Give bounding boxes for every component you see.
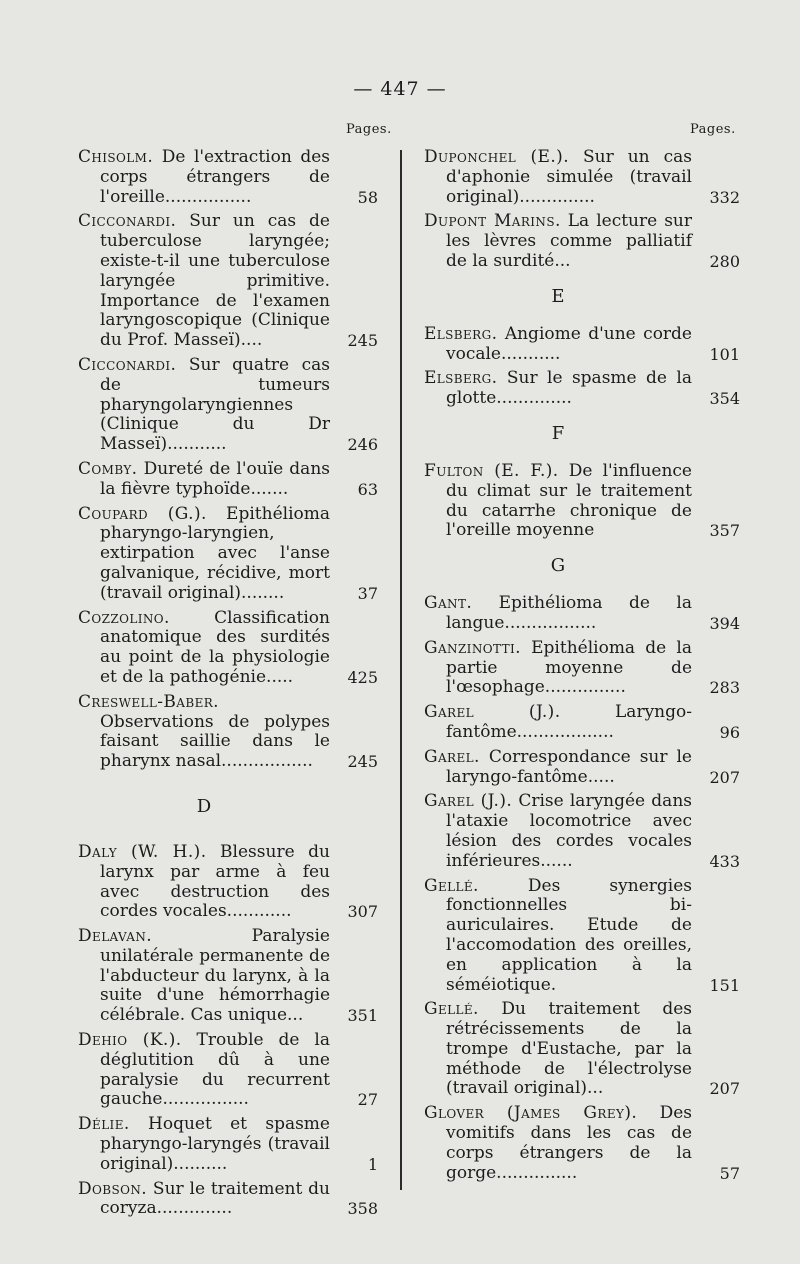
entry-title: Correspondance sur le laryngo-fantôme.....	[446, 746, 692, 787]
entry-text	[78, 505, 330, 604]
index-entry	[78, 609, 378, 688]
column-divider	[400, 150, 402, 1190]
entry-author: Coupard (G.).	[78, 503, 207, 524]
entry-author: Cicconardi.	[78, 211, 177, 232]
index-entry	[78, 1180, 378, 1220]
left-pages-label: Pages.	[346, 122, 392, 137]
entry-author: Fulton (E. F.).	[424, 460, 559, 481]
entry-text	[424, 1000, 692, 1099]
entry-title: Sur quatre cas de tumeurs pharyngolaryngiennes (Clinique du Dr Masseï)...........	[100, 354, 330, 455]
entry-page-number: 1	[367, 1154, 378, 1174]
entry-author: Gellé.	[424, 875, 479, 896]
entry-author: Duponchel (E.).	[424, 147, 570, 167]
entry-title: Blessure du larynx par arme à feu avec destruction des cordes vocales............	[100, 841, 331, 922]
entry-page-number: 433	[709, 851, 740, 871]
entry-text	[78, 927, 330, 1026]
index-entry	[424, 325, 740, 365]
entry-title: De l'influence du climat sur le traitement du catarrhe chronique de l'oreille moyenne	[446, 460, 692, 541]
entry-text	[78, 1115, 330, 1174]
entry-page-number: 425	[347, 667, 378, 687]
entry-page-number: 207	[709, 1079, 740, 1099]
index-entry	[78, 927, 378, 1026]
entry-text	[424, 325, 692, 365]
entry-author: Garel (J.).	[424, 791, 513, 812]
entry-text	[424, 877, 692, 996]
entry-author: Dobson.	[78, 1178, 148, 1199]
entry-title: Dureté de l'ouïe dans la fièvre typhoïde.......	[100, 458, 330, 499]
entry-text	[424, 148, 692, 207]
entry-page-number: 245	[347, 331, 378, 351]
entry-title: Des vomitifs dans les cas de corps étrangers de la gorge...............	[446, 1103, 692, 1183]
entry-title: Sur un cas d'aphonie simulée (travail original)..............	[446, 147, 692, 207]
entry-text	[424, 1104, 692, 1183]
section-letter: D	[196, 795, 212, 817]
entry-page-number: 332	[709, 187, 740, 207]
index-entry	[424, 639, 740, 698]
section-letter: G	[550, 555, 566, 577]
entry-author: Dupont Marins.	[424, 211, 561, 232]
entry-author: Comby.	[78, 458, 138, 479]
entry-text	[78, 693, 330, 772]
entry-text	[78, 609, 330, 688]
entry-title: Epithélioma de la langue.................	[446, 593, 692, 633]
entry-page-number: 207	[709, 767, 740, 787]
entry-author: Creswell-Baber.	[78, 691, 219, 712]
entry-page-number: 357	[709, 521, 740, 541]
entry-title: Paralysie unilatérale permanente de l'abducteur du larynx, à la suite d'une hémorrhagie célébrale. Cas unique...	[100, 926, 330, 1026]
entry-author: Gellé.	[424, 999, 479, 1020]
entry-text	[424, 792, 692, 871]
entry-author: Glover (James Grey).	[424, 1103, 638, 1124]
entry-page-number: 37	[357, 583, 378, 603]
index-entry	[424, 1000, 740, 1099]
entry-text	[424, 703, 692, 743]
entry-text	[424, 594, 692, 634]
index-entry	[424, 212, 740, 271]
entry-title: Crise laryngée dans l'ataxie locomotrice avec lésion des cordes vocales inférieures......	[446, 791, 692, 871]
entry-page-number: 280	[709, 251, 740, 271]
entry-text	[424, 748, 692, 788]
entry-title: Trouble de la déglutition dû à une paralysie du recurrent gauche................	[100, 1030, 330, 1110]
entry-author: Garel.	[424, 746, 480, 767]
entry-page-number: 307	[347, 902, 378, 922]
entry-title: Hoquet et spasme pharyngo-laryngés (travail original)..........	[100, 1114, 330, 1174]
entry-text	[78, 212, 330, 351]
section-letter: E	[551, 285, 565, 307]
entry-text	[424, 369, 692, 409]
index-entry	[424, 703, 740, 743]
entry-title: Des synergies fonctionnelles bi-auriculaires. Etude de l'accomodation des oreilles, en application à la séméiotique.	[446, 875, 692, 995]
index-entry	[78, 148, 378, 207]
index-entry	[424, 1104, 740, 1183]
index-entry	[424, 748, 740, 788]
entry-text	[78, 148, 330, 207]
index-entry	[424, 462, 740, 541]
entry-author: Garel (J.).	[424, 702, 561, 723]
entry-author: Elsberg.	[424, 368, 498, 389]
entry-title: Angiome d'une corde vocale...........	[446, 323, 692, 364]
entry-title: Sur un cas de tuberculose laryngée; existe-t-il une tuberculose laryngée primitive. Importance de l'examen laryngoscopique (Clinique du Prof. Masseï)....	[100, 211, 330, 351]
entry-text	[424, 212, 692, 271]
entry-page-number: 63	[357, 479, 378, 499]
index-entry	[78, 460, 378, 500]
right-index-column	[424, 148, 740, 1188]
entry-page-number: 58	[357, 187, 378, 207]
entry-title: Sur le traitement du coryza..............	[100, 1178, 330, 1219]
index-entry	[424, 148, 740, 207]
entry-page-number: 101	[709, 344, 740, 364]
entry-title: La lecture sur les lèvres comme palliatif de la surdité...	[446, 211, 692, 271]
index-entry	[78, 693, 378, 772]
entry-page-number: 27	[357, 1090, 378, 1110]
entry-text	[78, 460, 330, 500]
entry-page-number: 151	[709, 975, 740, 995]
entry-page-number: 57	[719, 1163, 740, 1183]
entry-text	[78, 356, 330, 455]
entry-page-number: 96	[719, 722, 740, 742]
index-entry	[78, 1031, 378, 1110]
entry-text	[424, 462, 692, 541]
entry-page-number: 354	[709, 389, 740, 409]
entry-title: Laryngo-fantôme..................	[446, 702, 692, 742]
entry-author: Cicconardi.	[78, 354, 177, 375]
entry-author: Daly (W. H.).	[78, 841, 207, 862]
index-entry	[424, 792, 740, 871]
entry-author: Cozzolino.	[78, 607, 170, 628]
index-entry	[78, 212, 378, 351]
entry-text	[78, 1180, 330, 1220]
entry-title: Observations de polypes faisant saillie dans le pharynx nasal.................	[100, 711, 330, 772]
left-index-column	[78, 148, 378, 1224]
page-number: — 447 —	[353, 78, 447, 100]
index-entry	[424, 877, 740, 996]
entry-title: Epithélioma pharyngo-laryngien, extirpation avec l'anse galvanique, récidive, mort (travail original)........	[100, 503, 330, 603]
entry-title: Epithélioma de la partie moyenne de l'œsophage...............	[446, 637, 692, 698]
index-entry	[78, 505, 378, 604]
entry-page-number: 351	[347, 1006, 378, 1026]
index-entry	[78, 843, 378, 922]
entry-author: Delavan.	[78, 926, 153, 947]
entry-title: De l'extraction des corps étrangers de l'oreille................	[100, 147, 330, 207]
entry-page-number: 245	[347, 752, 378, 772]
entry-title: Sur le spasme de la glotte..............	[446, 368, 692, 409]
section-letter: F	[551, 422, 565, 444]
entry-text	[78, 843, 330, 922]
right-pages-label: Pages.	[690, 122, 736, 137]
entry-text	[78, 1031, 330, 1110]
index-entry	[78, 356, 378, 455]
entry-author: Ganzinotti.	[424, 637, 521, 658]
entry-page-number: 358	[347, 1199, 378, 1219]
index-entry	[424, 369, 740, 409]
entry-page-number: 394	[709, 613, 740, 633]
entry-title: Classification anatomique des surdités au point de la physiologie et de la pathogénie.....	[100, 607, 330, 687]
entry-author: Chisolm.	[78, 147, 154, 167]
entry-author: Délie.	[78, 1114, 130, 1135]
entry-author: Elsberg.	[424, 323, 498, 344]
entry-title: Du traitement des rétrécissements de la trompe d'Eustache, par la méthode de l'électrolyse (travail original)...	[446, 999, 692, 1099]
index-entry	[424, 594, 740, 634]
index-entry	[78, 1115, 378, 1174]
entry-page-number: 283	[709, 678, 740, 698]
entry-page-number: 246	[347, 435, 378, 455]
entry-author: Dehio (K.).	[78, 1030, 182, 1051]
entry-author: Gant.	[424, 593, 473, 614]
entry-text	[424, 639, 692, 698]
